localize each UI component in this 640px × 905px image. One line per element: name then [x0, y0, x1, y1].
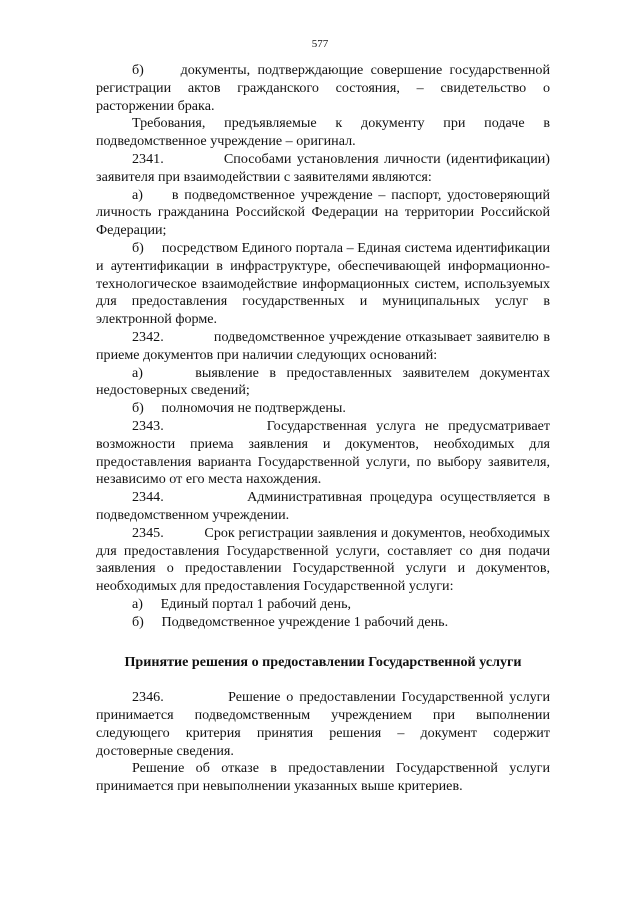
- page-number: 577: [311, 38, 329, 50]
- paragraph-2345: 2345. Срок регистрации заявления и документов, необходимых для предоставления Государственной услуги, составляет со дня подачи заявления о предоставлении Государственной услуги и документов, необходимых для предоставления Государственной услуги:: [96, 524, 550, 595]
- paragraph-2342: 2342. подведомственное учреждение отказывает заявителю в приеме документов при наличии следующих оснований:: [96, 328, 550, 363]
- paragraph-2342-b: б) полномочия не подтверждены.: [132, 400, 346, 417]
- section-heading: Принятие решения о предоставлении Государственной услуги: [124, 653, 522, 670]
- document-body: [96, 62, 550, 796]
- paragraph-2343: 2343. Государственная услуга не предусматривает возможности приема заявления и документов, необходимых для предоставления варианта Государственной услуги, по выбору заявителя, независимо от его места нахождения.: [96, 417, 550, 488]
- paragraph-document-requirements: Требования, предъявляемые к документу при подаче в подведомственное учреждение – оригинал.: [96, 115, 550, 150]
- paragraph-refusal-decision: Решение об отказе в предоставлении Государственной услуги принимается при невыполнении указанных выше критериев.: [96, 760, 550, 795]
- paragraph-2341-b: б) посредством Единого портала – Единая система идентификации и аутентификации в инфраструктуре, обеспечивающей информационно-технологическое взаимодействие информационных систем, используемых для предоставления государственных и муниципальных услуг в электронной форме.: [96, 239, 550, 328]
- paragraph-2342-a: а) выявление в предоставленных заявителем документах недостоверных сведений;: [96, 364, 550, 399]
- paragraph-2345-a: а) Единый портал 1 рабочий день,: [132, 595, 352, 612]
- paragraph-2341: 2341. Способами установления личности (идентификации) заявителя при взаимодействии с заявителями являются:: [96, 150, 550, 185]
- paragraph-2346: 2346. Решение о предоставлении Государственной услуги принимается подведомственным учреждением при выполнении следующего критерия принятия решения – документ содержит достоверные сведения.: [96, 689, 550, 759]
- paragraph-2345-b: б) Подведомственное учреждение 1 рабочий день.: [132, 613, 449, 630]
- paragraph-2344: 2344. Административная процедура осуществляется в подведомственном учреждении.: [96, 489, 550, 523]
- paragraph-divorce-certificate: б) документы, подтверждающие совершение государственной регистрации актов гражданского состояния, – свидетельство о расторжении брака.: [96, 62, 550, 114]
- paragraph-2341-a: а) в подведомственное учреждение – паспорт, удостоверяющий личность гражданина Российской Федерации на территории Российской Федерации;: [96, 186, 550, 239]
